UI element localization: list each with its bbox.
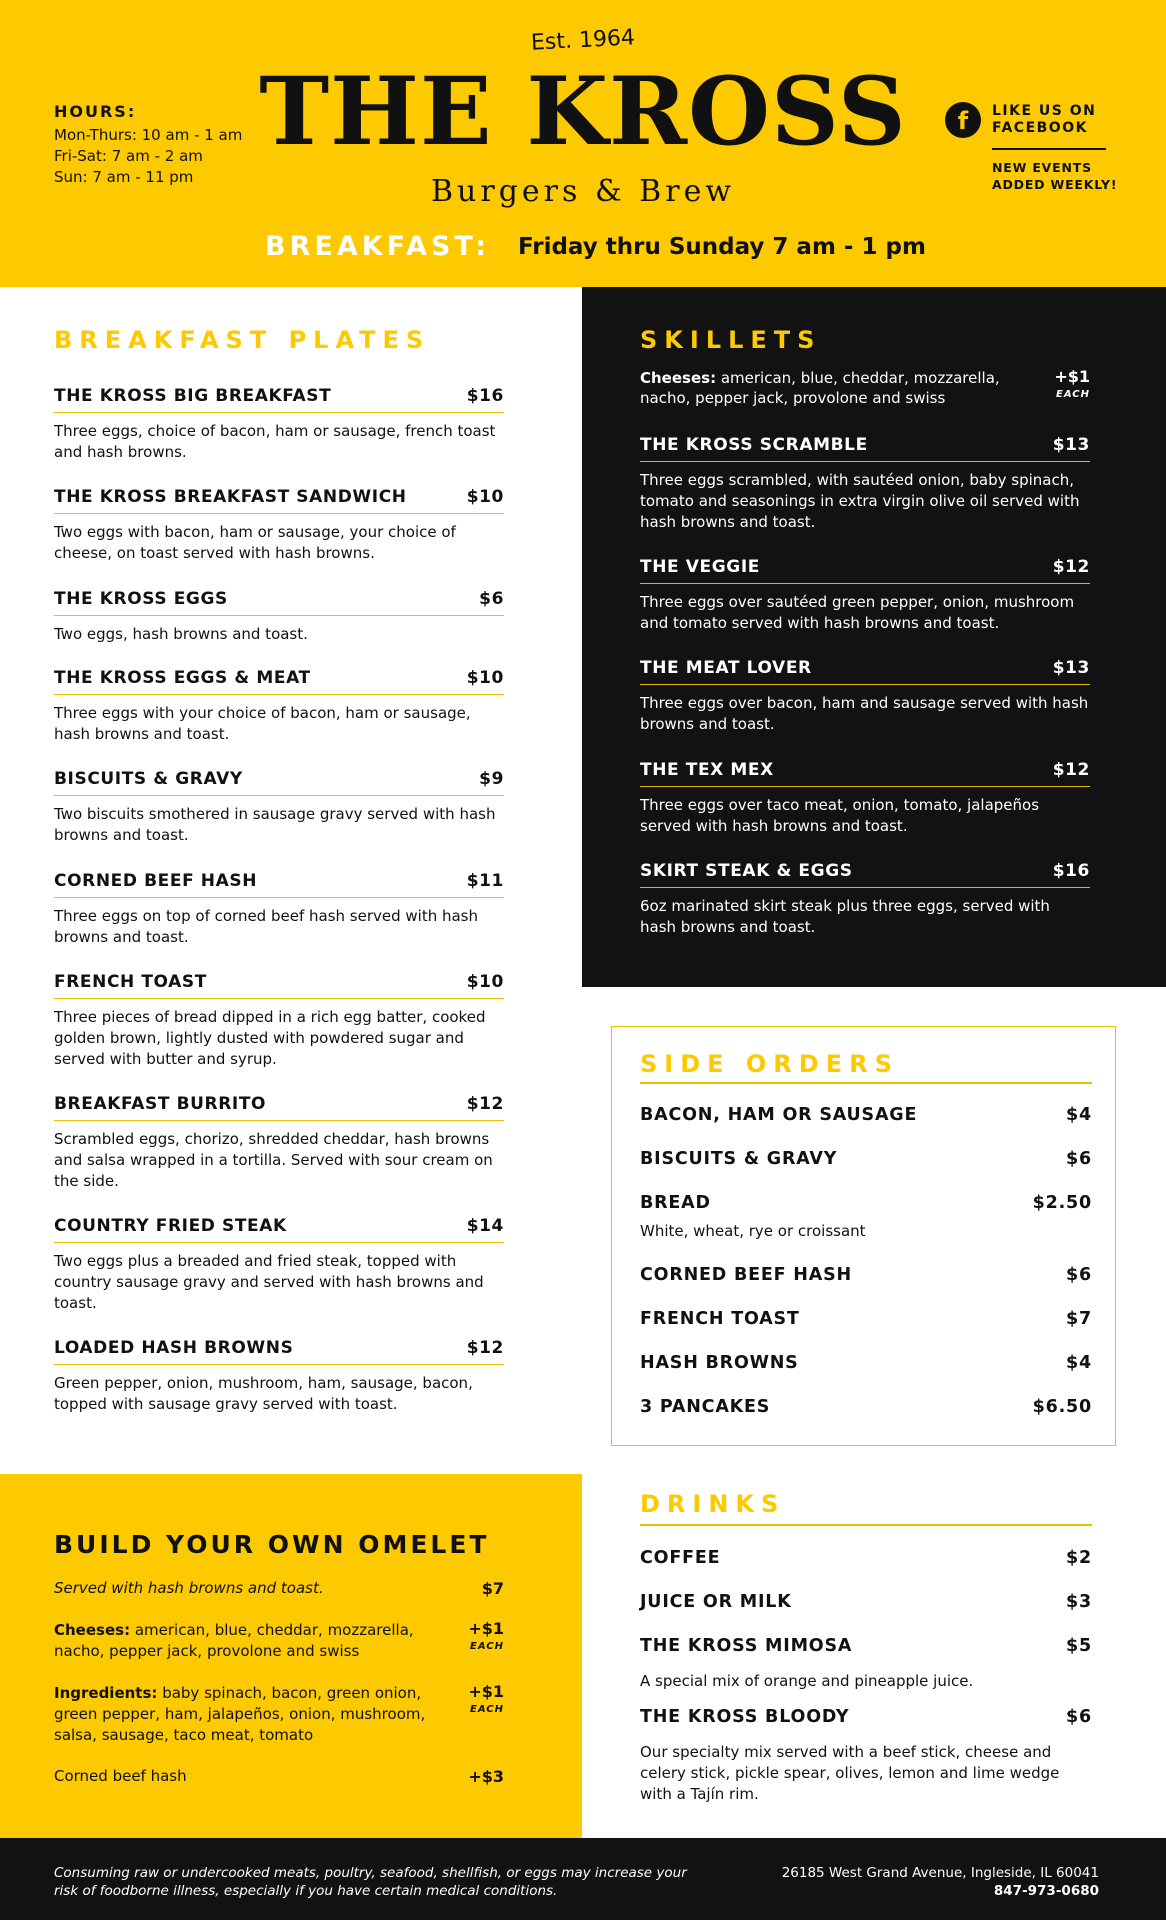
item-description: Three eggs over taco meat, onion, tomato, jalapeños served with hash browns and toast.: [640, 796, 1040, 835]
hours-mon-thurs: Mon-Thurs: 10 am - 1 am: [54, 126, 243, 144]
drink-item: [640, 1636, 1092, 1656]
item-note: A special mix of orange and pineapple juice.: [640, 1672, 974, 1690]
breakfast-plates-section: [54, 326, 504, 1413]
facebook-divider: [992, 148, 1106, 150]
section-rule: [640, 1082, 1092, 1084]
item-price: $10: [466, 972, 504, 992]
menu-item: [640, 658, 1090, 735]
item-name: THE KROSS EGGS & MEAT: [54, 668, 311, 688]
menu-header: [0, 0, 1166, 287]
skillets-section: [640, 326, 1090, 936]
ingredients-price: +$1: [468, 1682, 504, 1701]
cheeses-price: +$1: [1054, 367, 1090, 386]
item-name: THE KROSS EGGS: [54, 589, 228, 609]
omelet-title: BUILD YOUR OWN OMELET: [54, 1530, 490, 1559]
item-note: Our specialty mix served with a beef stick, cheese and celery stick, pickle spear, olives, lemon and lime wedge with a Tajín rim.: [640, 1743, 1060, 1803]
item-price: $4: [1066, 1353, 1092, 1373]
item-description: Two biscuits smothered in sausage gravy served with hash browns and toast.: [54, 805, 496, 844]
tagline: Burgers & Brew: [431, 174, 735, 209]
item-name: CORNED BEEF HASH: [54, 871, 258, 891]
item-price: $13: [1052, 435, 1090, 455]
item-price: $10: [466, 487, 504, 507]
address: 26185 West Grand Avenue, Ingleside, IL 60041: [781, 1865, 1099, 1881]
item-name: THE TEX MEX: [640, 760, 774, 780]
item-description: Scrambled eggs, chorizo, shredded cheddar, hash browns and salsa wrapped in a tortilla. Served with sour cream on the side.: [54, 1130, 493, 1190]
omelet-served-with: Served with hash browns and toast.: [54, 1579, 324, 1597]
item-name: JUICE OR MILK: [640, 1592, 792, 1612]
each-label: EACH: [1056, 389, 1090, 400]
section-title: SIDE ORDERS: [640, 1050, 899, 1078]
menu-item: [640, 557, 1090, 634]
item-name: COUNTRY FRIED STEAK: [54, 1216, 287, 1236]
each-label: EACH: [470, 1641, 504, 1652]
menu-item: [54, 1216, 504, 1314]
item-price: $6: [1066, 1149, 1092, 1169]
item-description: 6oz marinated skirt steak plus three eggs, served with hash browns and toast.: [640, 897, 1050, 936]
side-orders-section: [640, 1050, 1092, 1417]
menu-footer: [0, 1838, 1166, 1920]
menu-item: [54, 871, 504, 948]
item-name: THE VEGGIE: [640, 557, 760, 577]
item-name: THE KROSS MIMOSA: [640, 1636, 853, 1656]
restaurant-logo: THE KROSS: [259, 57, 907, 167]
item-description: Three eggs scrambled, with sautéed onion, baby spinach, tomato and seasonings in extra virgin olive oil served with hash browns and toast.: [640, 471, 1080, 531]
food-safety-disclaimer: Consuming raw or undercooked meats, poultry, seafood, shellfish, or eggs may increase your risk of foodborne illness, especially if you have certain medical conditions.: [54, 1865, 687, 1899]
item-price: $6.50: [1032, 1397, 1092, 1417]
item-name: CORNED BEEF HASH: [640, 1265, 852, 1285]
item-name: THE KROSS BREAKFAST SANDWICH: [54, 487, 407, 507]
item-price: $6: [1066, 1265, 1092, 1285]
menu-item: [640, 435, 1090, 533]
item-description: Three eggs on top of corned beef hash served with hash browns and toast.: [54, 907, 478, 946]
item-price: $12: [466, 1338, 504, 1358]
item-price: $12: [1052, 557, 1090, 577]
item-name: FRENCH TOAST: [54, 972, 207, 992]
breakfast-time: Friday thru Sunday 7 am - 1 pm: [518, 234, 926, 260]
facebook-link[interactable]: LIKE US ON FACEBOOK: [992, 103, 1097, 136]
section-title: BREAKFAST PLATES: [54, 326, 431, 354]
item-name: THE KROSS SCRAMBLE: [640, 435, 868, 455]
item-price: $5: [1066, 1636, 1092, 1656]
item-name: THE MEAT LOVER: [640, 658, 812, 678]
item-description: Three eggs over bacon, ham and sausage served with hash browns and toast.: [640, 694, 1089, 733]
item-price: $9: [479, 769, 504, 789]
item-price: $3: [1066, 1592, 1092, 1612]
menu-item: [54, 1338, 504, 1415]
item-name: 3 PANCAKES: [640, 1397, 771, 1417]
drink-item: [640, 1548, 1092, 1568]
item-name: THE KROSS BLOODY: [640, 1707, 850, 1727]
ingredients-label: Ingredients:: [54, 1684, 158, 1702]
item-name: HASH BROWNS: [640, 1353, 799, 1373]
corned-beef-price: +$3: [468, 1767, 504, 1786]
cheeses-list: american, blue, cheddar, mozzarella, nacho, pepper jack, provolone and swiss: [54, 1621, 414, 1660]
item-name: COFFEE: [640, 1548, 721, 1568]
corned-beef-addon: Corned beef hash: [54, 1767, 187, 1785]
item-price: $13: [1052, 658, 1090, 678]
item-description: Two eggs plus a breaded and fried steak, topped with country sausage gravy and served with hash browns and toast.: [54, 1252, 484, 1312]
side-item: [640, 1353, 1092, 1373]
established-year: Est. 1964: [530, 25, 636, 56]
item-price: $14: [466, 1216, 504, 1236]
section-title: SKILLETS: [640, 326, 822, 354]
breakfast-label: BREAKFAST:: [265, 231, 491, 262]
side-item: [640, 1309, 1092, 1329]
item-price: $7: [1066, 1309, 1092, 1329]
item-price: $12: [1052, 760, 1090, 780]
item-price: $12: [466, 1094, 504, 1114]
item-name: BREAD: [640, 1193, 711, 1213]
hours-fri-sat: Fri-Sat: 7 am - 2 am: [54, 147, 203, 165]
facebook-icon[interactable]: f: [945, 102, 981, 138]
item-price: $6: [479, 589, 504, 609]
side-item: [640, 1193, 1092, 1213]
phone-number[interactable]: 847-973-0680: [993, 1883, 1099, 1899]
each-label: EACH: [470, 1704, 504, 1715]
item-price: $11: [466, 871, 504, 891]
menu-item: [54, 769, 504, 846]
menu-item: [54, 487, 504, 564]
drink-item: [640, 1592, 1092, 1612]
cheeses-price: +$1: [468, 1619, 504, 1638]
menu-item: [640, 861, 1090, 938]
drink-item: [640, 1707, 1092, 1727]
contact-info: [782, 1864, 1099, 1900]
side-item: [640, 1149, 1092, 1169]
skillet-cheeses: [640, 368, 1090, 408]
section-rule: [640, 1524, 1092, 1526]
item-name: FRENCH TOAST: [640, 1309, 800, 1329]
item-description: Three eggs with your choice of bacon, ham or sausage, hash browns and toast.: [54, 704, 471, 743]
facebook-subtext: NEW EVENTS ADDED WEEKLY!: [992, 160, 1118, 192]
side-item: [640, 1105, 1092, 1125]
item-price: $16: [466, 386, 504, 406]
hours-title: HOURS:: [54, 102, 137, 121]
item-description: Three pieces of bread dipped in a rich egg batter, cooked golden brown, lightly dusted with powdered sugar and served with butter and syrup.: [54, 1008, 486, 1068]
drinks-section: [640, 1490, 1092, 1803]
menu-item: [54, 1094, 504, 1192]
item-name: LOADED HASH BROWNS: [54, 1338, 294, 1358]
item-description: Green pepper, onion, mushroom, ham, sausage, bacon, topped with sausage gravy served with toast.: [54, 1374, 473, 1413]
item-price: $4: [1066, 1105, 1092, 1125]
omelet-section: [54, 1530, 504, 1786]
menu-item: [54, 589, 504, 645]
cheeses-list: american, blue, cheddar, mozzarella, nacho, pepper jack, provolone and swiss: [640, 369, 1000, 407]
item-description: Three eggs, choice of bacon, ham or sausage, french toast and hash browns.: [54, 422, 496, 461]
item-note: White, wheat, rye or croissant: [640, 1222, 866, 1240]
item-description: Two eggs, hash browns and toast.: [54, 625, 308, 643]
section-title: DRINKS: [640, 1490, 786, 1518]
menu-item: [54, 386, 504, 463]
item-name: BISCUITS & GRAVY: [640, 1149, 838, 1169]
side-item: [640, 1265, 1092, 1285]
item-description: Three eggs over sautéed green pepper, onion, mushroom and tomato served with hash browns and toast.: [640, 593, 1075, 632]
menu-item: [640, 760, 1090, 837]
ingredients-list: baby spinach, bacon, green onion, green pepper, ham, jalapeños, onion, mushroom, salsa, sausage, taco meat, tomato: [54, 1684, 426, 1744]
item-name: BREAKFAST BURRITO: [54, 1094, 267, 1114]
item-name: BISCUITS & GRAVY: [54, 769, 243, 789]
item-price: $2: [1066, 1548, 1092, 1568]
item-price: $10: [466, 668, 504, 688]
side-item: [640, 1397, 1092, 1417]
item-name: SKIRT STEAK & EGGS: [640, 861, 853, 881]
omelet-base-price: $7: [481, 1579, 504, 1598]
item-name: BACON, HAM OR SAUSAGE: [640, 1105, 918, 1125]
cheeses-label: Cheeses:: [640, 369, 717, 387]
cheeses-label: Cheeses:: [54, 1621, 131, 1639]
menu-item: [54, 972, 504, 1070]
menu-item: [54, 668, 504, 745]
item-name: THE KROSS BIG BREAKFAST: [54, 386, 332, 406]
item-price: $2.50: [1032, 1193, 1092, 1213]
hours-sun: Sun: 7 am - 11 pm: [54, 168, 194, 186]
item-description: Two eggs with bacon, ham or sausage, your choice of cheese, on toast served with hash browns.: [54, 523, 456, 562]
item-price: $16: [1052, 861, 1090, 881]
item-price: $6: [1066, 1707, 1092, 1727]
